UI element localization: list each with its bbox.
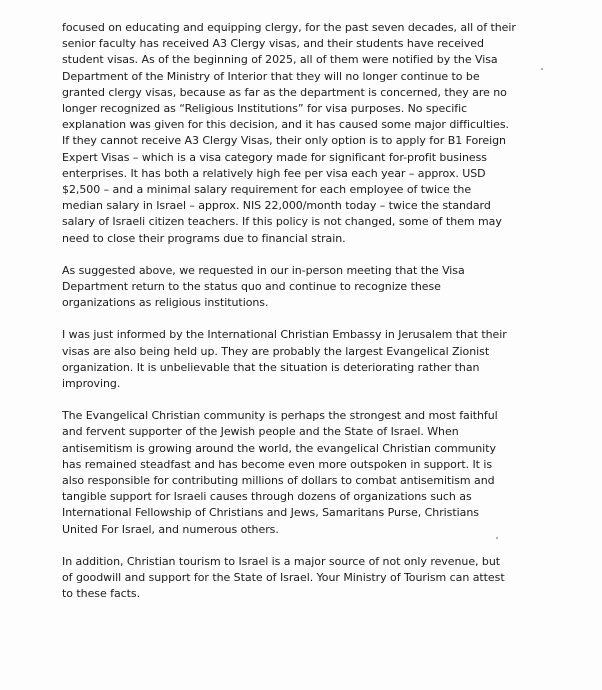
text-line: In addition, Christian tourism to Israel is a major source of not only revenue, but xyxy=(62,554,501,568)
text-line: to these facts. xyxy=(62,587,141,601)
text-line: has remained steadfast and has become even more outspoken in support. It is xyxy=(62,457,493,471)
text-line: I was just informed by the International Christian Embassy in Jerusalem that their xyxy=(62,328,507,342)
text-line: tangible support for Israeli causes through dozens of organizations such as xyxy=(62,490,472,504)
text-line: Department of the Ministry of Interior that they will no longer continue to be xyxy=(62,69,480,83)
text-line: $2,500 – and a minimal salary requirement for each employee of twice the xyxy=(62,183,472,197)
text-line: The Evangelical Christian community is perhaps the strongest and most faithful xyxy=(62,409,498,423)
paragraph-clergy-visas xyxy=(62,20,562,247)
text-line: explanation was given for this decision, and it has caused some major difficulties. xyxy=(62,118,509,132)
text-line: median salary in Israel – approx. NIS 22,000/month today – twice the standard xyxy=(62,199,491,213)
text-line: senior faculty has received A3 Clergy visas, and their students have received xyxy=(62,37,484,51)
text-line: focused on educating and equipping clergy, for the past seven decades, all of their xyxy=(62,21,516,34)
text-line: If they cannot receive A3 Clergy Visas, their only option is to apply for B1 Foreign xyxy=(62,134,506,148)
paragraph-icej-visas xyxy=(62,327,562,392)
text-line: antisemitism is growing around the world, the evangelical Christian community xyxy=(62,441,496,455)
text-line: improving. xyxy=(62,377,121,391)
scan-speck xyxy=(541,68,543,70)
text-line: organization. It is unbelievable that the situation is deteriorating rather than xyxy=(62,360,480,374)
text-line: Expert Visas – which is a visa category made for significant for-profit business xyxy=(62,150,487,164)
text-line: enterprises. It has both a relatively high fee per visa each year – approx. USD xyxy=(62,166,486,180)
text-line: longer recognized as “Religious Institutions” for visa purposes. No specific xyxy=(62,102,468,116)
text-line: also responsible for contributing millions of dollars to combat antisemitism and xyxy=(62,474,495,488)
scan-speck xyxy=(496,537,498,539)
text-line: student visas. As of the beginning of 2025, all of them were notified by the Visa xyxy=(62,53,498,67)
text-line: need to close their programs due to financial strain. xyxy=(62,231,346,245)
letter-body xyxy=(62,20,562,619)
text-line: and fervent supporter of the Jewish people and the State of Israel. When xyxy=(62,425,459,439)
paragraph-christian-tourism xyxy=(62,554,562,603)
text-line: salary of Israeli citizen teachers. If this policy is not changed, some of them may xyxy=(62,215,502,229)
text-line: of goodwill and support for the State of Israel. Your Ministry of Tourism can attest xyxy=(62,571,505,585)
text-line: United For Israel, and numerous others. xyxy=(62,522,279,536)
text-line: International Fellowship of Christians and Jews, Samaritans Purse, Christians xyxy=(62,506,479,520)
text-line: Department return to the status quo and continue to recognize these xyxy=(62,280,441,294)
text-line: granted clergy visas, because as far as the department is concerned, they are no xyxy=(62,85,507,99)
paragraph-status-quo-request xyxy=(62,263,562,312)
text-line: As suggested above, we requested in our in-person meeting that the Visa xyxy=(62,263,465,277)
text-line: visas are also being held up. They are probably the largest Evangelical Zionist xyxy=(62,344,490,358)
text-line: organizations as religious institutions. xyxy=(62,296,269,310)
paragraph-evangelical-support xyxy=(62,408,562,538)
